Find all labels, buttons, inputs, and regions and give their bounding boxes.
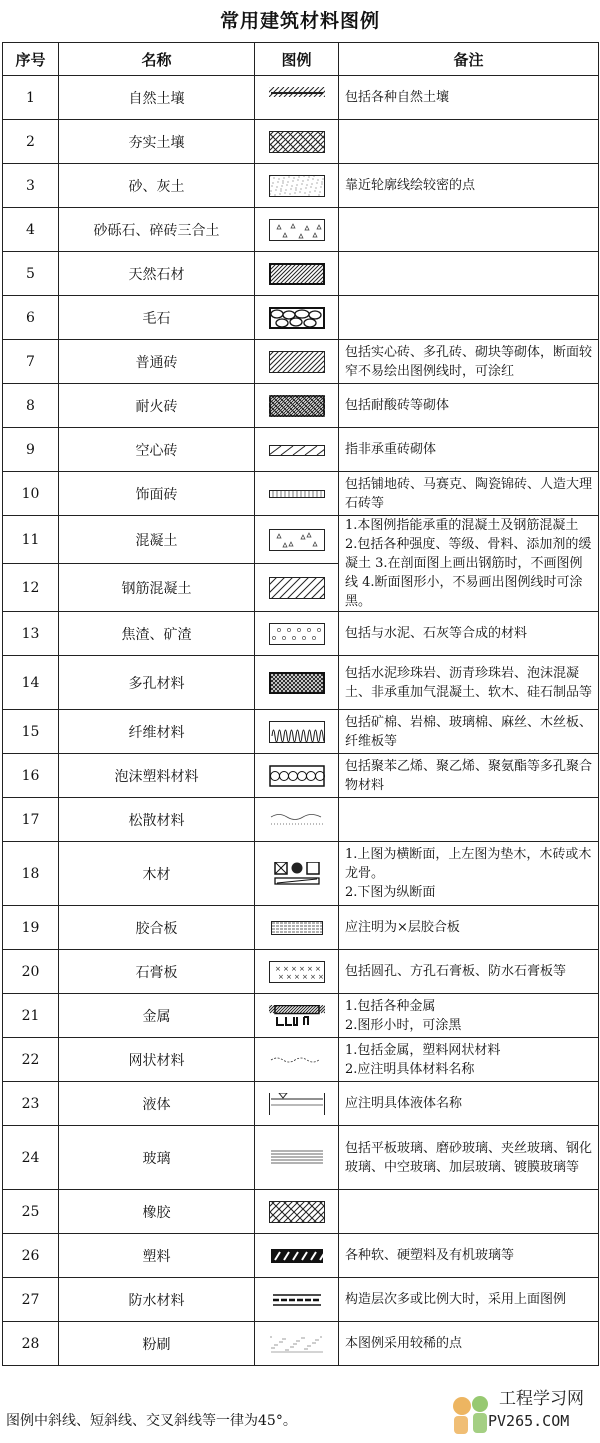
row-symbol [255, 252, 339, 296]
svg-text:×: × [293, 972, 300, 981]
row-notes: 构造层次多或比例大时，采用上面图例 [339, 1278, 599, 1322]
row-symbol [255, 612, 339, 656]
row-material-name: 玻璃 [59, 1126, 255, 1190]
loose-material-icon [269, 809, 325, 831]
row-notes: 包括水泥珍珠岩、沥青珍珠岩、泡沫混凝土、非承重加气混凝土、软木、硅石制品等 [339, 656, 599, 710]
row-symbol [255, 906, 339, 950]
row-notes: 包括耐酸砖等砌体 [339, 384, 599, 428]
row-symbol [255, 164, 339, 208]
cinder-icon [269, 623, 325, 645]
row-notes [339, 842, 599, 906]
row-material-name: 混凝土 [59, 516, 255, 564]
row-material-name: 砂砾石、碎砖三合土 [59, 208, 255, 252]
row-material-name: 夯实土壤 [59, 120, 255, 164]
row-index: 5 [3, 252, 59, 296]
row-notes: 包括平板玻璃、磨砂玻璃、夹丝玻璃、钢化玻璃、中空玻璃、加层玻璃、镀膜玻璃等 [339, 1126, 599, 1190]
row-material-name: 木材 [59, 842, 255, 906]
row-index: 2 [3, 120, 59, 164]
liquid-icon [269, 1093, 325, 1115]
row-material-name: 砂、灰土 [59, 164, 255, 208]
row-notes: 1.本图例指能承重的混凝土及钢筋混凝土 2.包括各种强度、等级、骨料、添加剂的缓凝土 3.在剖面图上画出钢筋时，不画图例线 4.断面图形小，不易画出图例线时可涂黑。 [339, 516, 599, 612]
row-index: 25 [3, 1190, 59, 1234]
row-symbol [255, 754, 339, 798]
row-symbol [255, 1234, 339, 1278]
plywood-icon [269, 917, 325, 939]
row-index: 12 [3, 564, 59, 612]
table-row [3, 208, 599, 252]
table-row [3, 472, 599, 516]
header-symbol: 图例 [255, 43, 339, 76]
table-row [3, 798, 599, 842]
row-symbol [255, 798, 339, 842]
reinforced-concrete-icon [269, 577, 325, 599]
row-symbol [255, 208, 339, 252]
row-material-name: 焦渣、矿渣 [59, 612, 255, 656]
row-notes [339, 296, 599, 340]
row-index: 19 [3, 906, 59, 950]
row-material-name: 饰面砖 [59, 472, 255, 516]
row-material-name: 普通砖 [59, 340, 255, 384]
row-index: 10 [3, 472, 59, 516]
row-index: 16 [3, 754, 59, 798]
rubber-hatch-icon [269, 1201, 325, 1223]
hollow-brick-icon [269, 439, 325, 461]
row-symbol [255, 1126, 339, 1190]
row-notes: 包括与水泥、石灰等合成的材料 [339, 612, 599, 656]
glass-lines-icon [269, 1147, 325, 1169]
row-notes [339, 1190, 599, 1234]
row-symbol [255, 384, 339, 428]
firebrick-hatch-icon [269, 395, 325, 417]
compacted-soil-hatch-icon [269, 131, 325, 153]
row-index: 7 [3, 340, 59, 384]
watermark-site-url: PV265.COM [488, 1412, 570, 1430]
row-material-name: 橡胶 [59, 1190, 255, 1234]
table-row [3, 252, 599, 296]
row-index: 3 [3, 164, 59, 208]
row-notes [339, 208, 599, 252]
row-symbol [255, 1322, 339, 1366]
plastic-black-icon [269, 1245, 325, 1267]
row-index: 6 [3, 296, 59, 340]
svg-text:×: × [317, 972, 324, 981]
row-index: 14 [3, 656, 59, 710]
row-notes [339, 1038, 599, 1082]
row-symbol [255, 296, 339, 340]
table-row [3, 906, 599, 950]
note-line: 1.上图为横断面，上左图为垫木，木砖或木龙骨。 [345, 847, 592, 881]
row-material-name: 钢筋混凝土 [59, 564, 255, 612]
row-index: 13 [3, 612, 59, 656]
table-row [3, 428, 599, 472]
gravel-triangles-icon [269, 219, 325, 241]
table-row [3, 710, 599, 754]
fiber-wave-icon [269, 721, 325, 743]
sand-dots-icon [269, 175, 325, 197]
svg-text:×: × [298, 964, 305, 973]
row-index: 1 [3, 76, 59, 120]
row-material-name: 泡沫塑料材料 [59, 754, 255, 798]
table-row [3, 1126, 599, 1190]
table-row [3, 1190, 599, 1234]
svg-text:×: × [314, 964, 321, 973]
svg-text:×: × [290, 964, 297, 973]
row-notes: 包括铺地砖、马赛克、陶瓷锦砖、人造大理石砖等 [339, 472, 599, 516]
svg-text:×: × [309, 972, 316, 981]
row-symbol [255, 564, 339, 612]
row-material-name: 粉刷 [59, 1322, 255, 1366]
page-title: 常用建筑材料图例 [219, 10, 380, 32]
foam-hexagons-icon [269, 765, 325, 787]
row-notes: 应注明为×层胶合板 [339, 906, 599, 950]
row-notes [339, 252, 599, 296]
row-symbol [255, 428, 339, 472]
table-row [3, 76, 599, 120]
row-index: 22 [3, 1038, 59, 1082]
row-notes: 指非承重砖砌体 [339, 428, 599, 472]
row-notes: 靠近轮廓线绘较密的点 [339, 164, 599, 208]
header-notes: 备注 [339, 43, 599, 76]
concrete-icon [269, 529, 325, 551]
header-index: 序号 [3, 43, 59, 76]
row-material-name: 空心砖 [59, 428, 255, 472]
row-notes [339, 120, 599, 164]
row-symbol [255, 472, 339, 516]
gypsum-board-icon [269, 961, 325, 983]
svg-text:×: × [306, 964, 313, 973]
table-row [3, 754, 599, 798]
row-symbol [255, 1190, 339, 1234]
svg-text:×: × [285, 972, 292, 981]
note-line: 2.图形小时，可涂黑 [345, 1017, 462, 1033]
row-symbol [255, 710, 339, 754]
row-material-name: 纤维材料 [59, 710, 255, 754]
row-material-name: 毛石 [59, 296, 255, 340]
natural-soil-hatch-icon [269, 87, 325, 109]
facing-tile-icon [269, 483, 325, 505]
materials-legend-table [2, 42, 599, 1366]
row-material-name: 胶合板 [59, 906, 255, 950]
row-notes: 包括各种自然土壤 [339, 76, 599, 120]
table-header-row [3, 43, 599, 76]
row-notes: 包括矿棉、岩棉、玻璃棉、麻丝、木丝板、纤维板等 [339, 710, 599, 754]
row-symbol [255, 1278, 339, 1322]
row-material-name: 塑料 [59, 1234, 255, 1278]
svg-text:×: × [301, 972, 308, 981]
header-name: 名称 [59, 43, 255, 76]
table-row [3, 656, 599, 710]
row-material-name: 天然石材 [59, 252, 255, 296]
row-symbol [255, 76, 339, 120]
svg-text:×: × [274, 964, 281, 973]
watermark-site-name: 工程学习网 [499, 1389, 584, 1409]
row-material-name: 多孔材料 [59, 656, 255, 710]
table-row [3, 1322, 599, 1366]
row-index: 4 [3, 208, 59, 252]
table-row [3, 340, 599, 384]
row-symbol [255, 842, 339, 906]
row-index: 18 [3, 842, 59, 906]
table-row [3, 842, 599, 906]
row-notes: 包括圆孔、方孔石膏板、防水石膏板等 [339, 950, 599, 994]
note-line: 2.下图为纵断面 [345, 885, 436, 900]
svg-text:×: × [277, 972, 284, 981]
table-row [3, 1038, 599, 1082]
porous-crosshatch-icon [269, 672, 325, 694]
row-symbol [255, 1082, 339, 1126]
row-notes: 包括实心砖、多孔砖、砌块等砌体，断面较窄不易绘出图例线时，可涂红 [339, 340, 599, 384]
table-row [3, 296, 599, 340]
table-row [3, 164, 599, 208]
mesh-icon [269, 1049, 325, 1071]
plaster-dots-icon [269, 1333, 325, 1355]
row-index: 28 [3, 1322, 59, 1366]
row-symbol [255, 516, 339, 564]
note-line: 2.应注明具体材料名称 [345, 1061, 475, 1077]
row-index: 8 [3, 384, 59, 428]
row-material-name: 松散材料 [59, 798, 255, 842]
metal-icon [269, 1005, 325, 1027]
table-row [3, 1278, 599, 1322]
row-symbol [255, 950, 339, 994]
row-notes [339, 798, 599, 842]
row-material-name: 防水材料 [59, 1278, 255, 1322]
row-index: 23 [3, 1082, 59, 1126]
note-line: 1.包括金属，塑料网状材料 [345, 1042, 501, 1058]
table-row [3, 1082, 599, 1126]
row-notes: 应注明具体液体名称 [339, 1082, 599, 1126]
row-notes: 包括聚苯乙烯、聚乙烯、聚氨酯等多孔聚合物材料 [339, 754, 599, 798]
row-material-name: 石膏板 [59, 950, 255, 994]
row-index: 27 [3, 1278, 59, 1322]
note-line: 1.包括各种金属 [345, 998, 436, 1014]
row-symbol [255, 994, 339, 1038]
row-material-name: 液体 [59, 1082, 255, 1126]
row-notes: 本图例采用较稀的点 [339, 1322, 599, 1366]
row-symbol [255, 120, 339, 164]
row-index: 9 [3, 428, 59, 472]
row-index: 26 [3, 1234, 59, 1278]
footer-note: 图例中斜线、短斜线、交叉斜线等一律为45°。 [6, 1413, 297, 1429]
waterproof-layers-icon [269, 1289, 325, 1311]
row-notes [339, 994, 599, 1038]
row-symbol [255, 340, 339, 384]
row-index: 24 [3, 1126, 59, 1190]
row-index: 15 [3, 710, 59, 754]
table-row [3, 612, 599, 656]
row-symbol [255, 1038, 339, 1082]
table-row [3, 994, 599, 1038]
table-row [3, 1234, 599, 1278]
row-material-name: 金属 [59, 994, 255, 1038]
row-index: 17 [3, 798, 59, 842]
row-index: 11 [3, 516, 59, 564]
brick-hatch-icon [269, 351, 325, 373]
row-index: 21 [3, 994, 59, 1038]
table-row [3, 384, 599, 428]
natural-stone-hatch-icon [269, 263, 325, 285]
row-index: 20 [3, 950, 59, 994]
table-row [3, 516, 599, 564]
row-symbol [255, 656, 339, 710]
svg-text:×: × [282, 964, 289, 973]
timber-icon [269, 862, 325, 886]
row-material-name: 自然土壤 [59, 76, 255, 120]
row-notes: 各种软、硬塑料及有机玻璃等 [339, 1234, 599, 1278]
table-row [3, 120, 599, 164]
row-material-name: 耐火砖 [59, 384, 255, 428]
table-row [3, 950, 599, 994]
rubble-stone-icon [269, 307, 325, 329]
row-material-name: 网状材料 [59, 1038, 255, 1082]
